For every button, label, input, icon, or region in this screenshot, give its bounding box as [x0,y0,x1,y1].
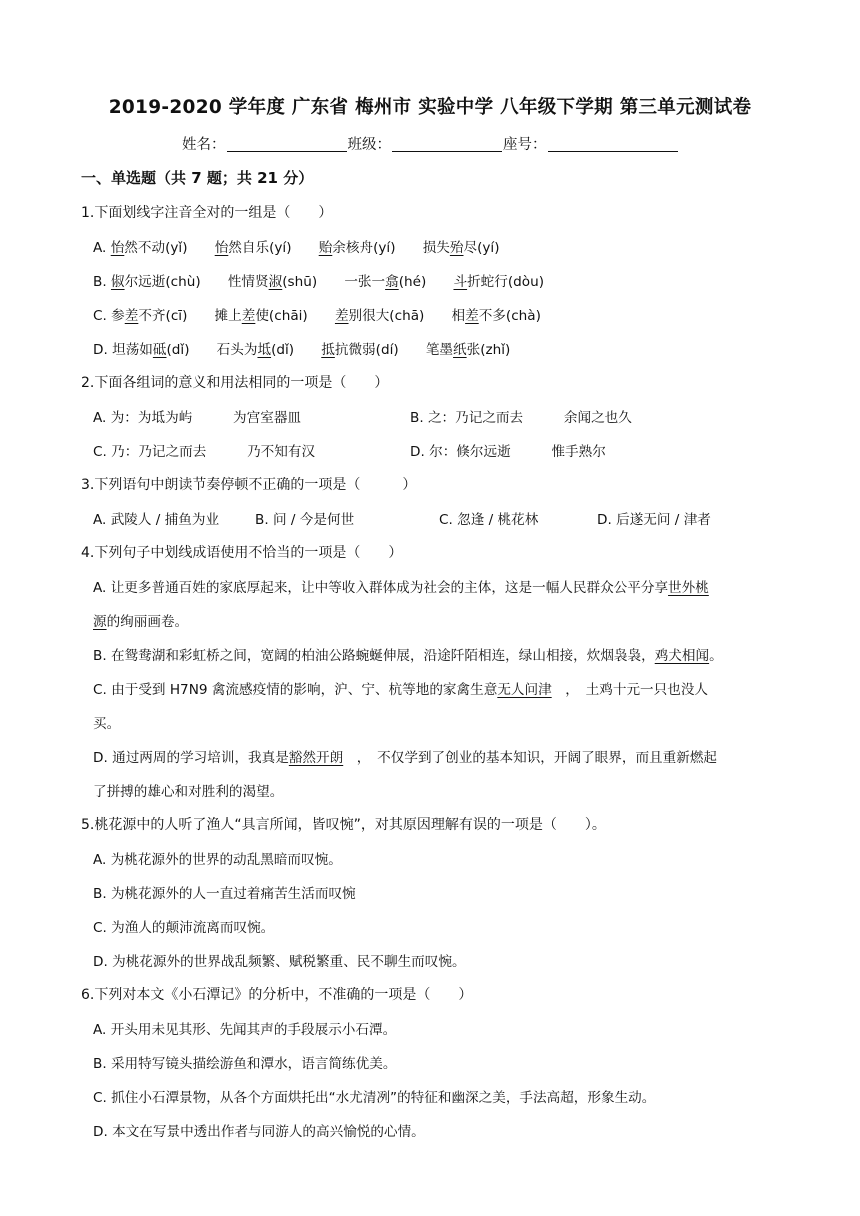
underlined-char: 怡 [214,240,229,256]
option-text: (dǐ) [271,342,322,358]
underlined-char: 殆 [449,240,464,256]
question-1-option-a[interactable] [93,236,500,256]
question-3-option-d[interactable]: D. 后遂无问 / 津者 [597,512,711,528]
question-5-stem: 5.桃花源中的人听了渔人“具言所闻，皆叹惋”，对其原因理解有误的一项是（ ）。 [81,817,606,833]
question-1-option-d[interactable] [93,338,510,358]
underlined-char: 差 [334,308,349,324]
option-text: 。 [709,648,723,664]
option-text: C. 参 [93,308,125,324]
question-6-option-a[interactable]: A. 开头用未见其形、先闻其声的手段展示小石潭。 [93,1022,397,1038]
seat-blank[interactable] [548,137,678,152]
option-text: B. [93,274,111,290]
underlined-char: 坻 [257,342,272,358]
underlined-char: 斗 [453,274,468,290]
question-1-option-b[interactable] [93,270,544,290]
question-4-option-c[interactable] [93,678,783,698]
question-6-stem: 6.下列对本文《小石潭记》的分析中，不准确的一项是（ ） [81,987,473,1003]
option-text: B. 在鸳鸯湖和彩虹桥之间，宽阔的柏油公路蜿蜒伸展，沿途阡陌相连，绿山相接，炊烟袅袅， [93,648,655,664]
question-3-option-b[interactable]: B. 问 / 今是何世 [255,512,355,528]
option-text: 不齐(cī) 摊上 [138,308,242,324]
option-text: 别很大(chā) 相 [348,308,466,324]
underlined-char: 贻 [318,240,333,256]
underlined-char: 淑 [268,274,283,290]
question-4-option-b[interactable] [93,644,783,664]
option-text: 不多(chà) [478,308,541,324]
name-blank[interactable] [227,137,347,152]
option-text: 使(chāi) [255,308,335,324]
option-text: C. 由于受到 H7N9 禽流感疫情的影响，沪、宁、杭等地的家禽生意 [93,682,498,698]
question-4-option-d[interactable] [93,746,783,766]
underlined-idiom: 世外桃 [668,580,709,596]
question-3-stem: 3.下列语句中朗读节奏停顿不正确的一项是（ ） [81,477,417,493]
question-2-option-a[interactable]: A. 为：为坻为屿 为宫室器皿 [93,410,302,426]
question-4-stem: 4.下列句子中划线成语使用不恰当的一项是（ ） [81,545,403,561]
option-text: A. 让更多普通百姓的家底厚起来，让中等收入群体成为社会的主体，这是一幅人民群众公平分享 [93,580,669,596]
underlined-char: 抵 [321,342,335,358]
underlined-char: 砥 [152,342,167,358]
class-label: 班级： [347,137,391,153]
underlined-idiom: 鸡犬相闻 [654,648,710,664]
option-text: (shū) 一张一 [282,274,386,290]
class-blank[interactable] [392,137,502,152]
underlined-char: 差 [241,308,256,324]
section-heading: 一、单选题（共 7 题；共 21 分） [81,169,314,187]
underlined-idiom: 源 [93,614,107,630]
underlined-char: 纸 [453,342,467,358]
question-2-option-c[interactable]: C. 乃：乃记之而去 乃不知有汉 [93,444,316,460]
option-text: 然自乐(yí) [228,240,319,256]
underlined-char: 翕 [385,274,399,290]
option-text: 张(zhǐ) [466,342,511,358]
option-text: D. 坦荡如 [93,342,153,358]
question-6-option-d[interactable]: D. 本文在写景中透出作者与同游人的高兴愉悦的心情。 [93,1124,425,1140]
option-text: 的绚丽画卷。 [106,614,189,630]
question-3-option-a[interactable]: A. 武陵人 / 捕鱼为业 [93,512,220,528]
question-1-stem: 1.下面划线字注音全对的一组是（ ） [81,205,333,221]
question-2-stem: 2.下面各组词的意义和用法相同的一项是（ ） [81,375,389,391]
question-5-option-b[interactable]: B. 为桃花源外的人一直过着痛苦生活而叹惋 [93,886,356,902]
question-4-option-d-cont: 了拼搏的雄心和对胜利的渴望。 [93,784,284,800]
question-5-option-d[interactable]: D. 为桃花源外的世界战乱频繁、赋税繁重、民不聊生而叹惋。 [93,954,466,970]
option-text: D. 通过两周的学习培训，我真是 [93,750,289,766]
question-4-option-c-cont: 买。 [93,716,121,732]
option-text: ， 土鸡十元一只也没人 [551,682,709,698]
question-3-option-c[interactable]: C. 忽逢 / 桃花林 [439,512,539,528]
question-6-option-c[interactable]: C. 抓住小石潭景物，从各个方面烘托出“水尤清冽”的特征和幽深之美，手法高超，形象生动。 [93,1090,656,1106]
question-5-option-c[interactable]: C. 为渔人的颠沛流离而叹惋。 [93,920,275,936]
option-text: 尽(yí) [463,240,500,256]
option-text: 尔远逝(chù) 性情贤 [124,274,269,290]
underlined-idiom: 无人问津 [497,682,552,698]
seat-label: 座号： [503,137,547,153]
name-label: 姓名： [182,137,226,153]
question-5-option-a[interactable]: A. 为桃花源外的世界的动乱黑暗而叹惋。 [93,852,342,868]
question-4-option-a-cont [93,610,783,630]
option-text: 折蛇行(dòu) [467,274,545,290]
option-text: (hé) [398,274,454,290]
underlined-char: 俶 [110,274,125,290]
option-text: ， 不仅学到了创业的基本知识，开阔了眼界，而且重新燃起 [343,750,718,766]
underlined-char: 差 [465,308,479,324]
underlined-char: 怡 [110,240,125,256]
underlined-char: 差 [124,308,139,324]
option-text: 然不动(yǐ) [124,240,215,256]
question-1-option-c[interactable] [93,304,541,324]
option-text: 余核舟(yí) 损失 [332,240,450,256]
option-text: (dǐ) 石头为 [166,342,258,358]
question-2-option-b[interactable]: B. 之：乃记之而去 余闻之也久 [410,410,632,426]
question-2-option-d[interactable]: D. 尔：倏尔远逝 惟手熟尔 [410,444,606,460]
exam-title: 2019-2020 学年度 广东省 梅州市 实验中学 八年级下学期 第三单元测试卷 [108,97,752,118]
question-4-option-a[interactable] [93,576,783,596]
option-text: A. [93,240,111,256]
option-text: 抗微弱(dí) 笔墨 [334,342,454,358]
student-info-line [182,133,679,154]
question-6-option-b[interactable]: B. 采用特写镜头描绘游鱼和潭水，语言简练优美。 [93,1056,397,1072]
underlined-idiom: 豁然开朗 [288,750,344,766]
